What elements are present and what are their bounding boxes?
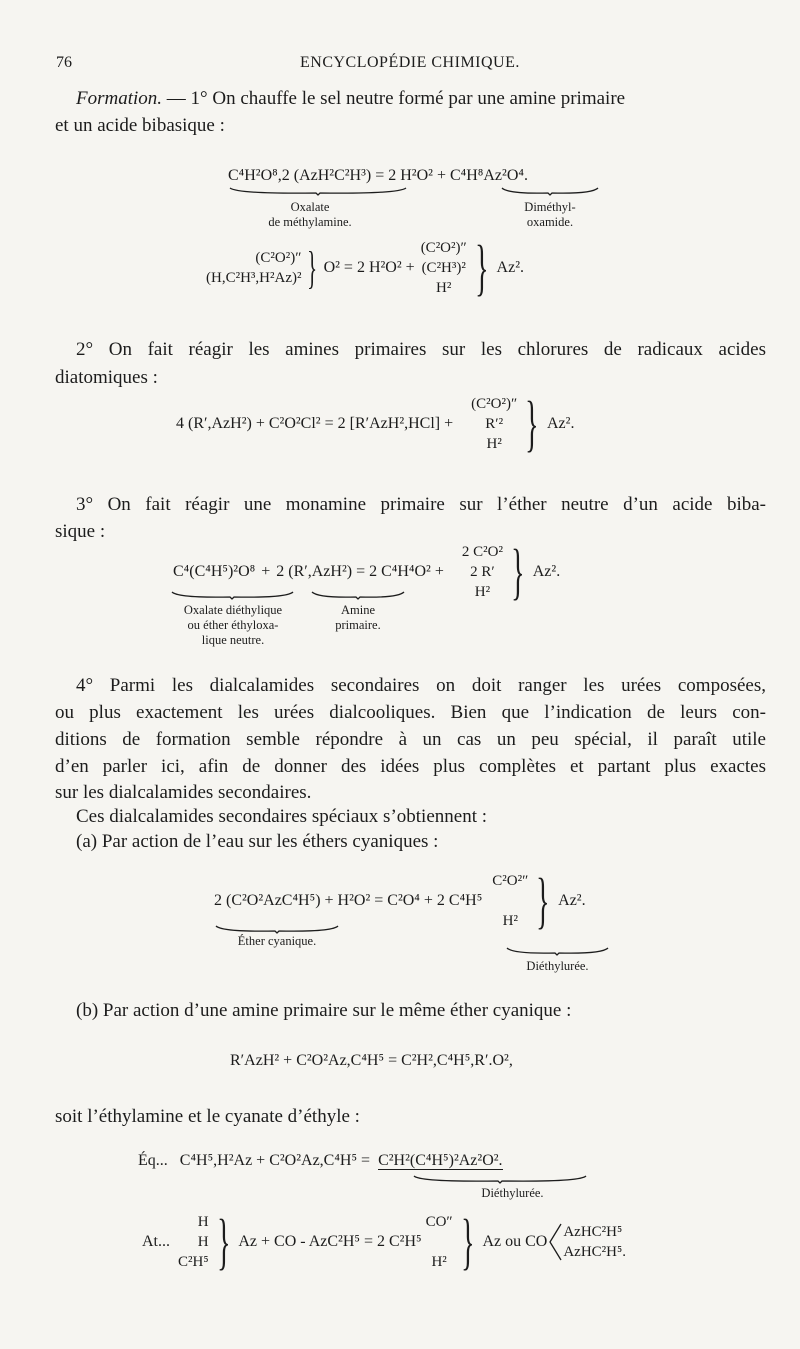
- running-title: ENCYCLOPÉDIE CHIMIQUE.: [300, 54, 520, 71]
- eq8-co-top: AzHC²H⁵: [563, 1224, 623, 1240]
- para-2-line-2: diatomiques :: [55, 367, 158, 388]
- para-4-line-2: ou plus exactement les urées dialcooliques. Bien que l’indication de leurs con-: [55, 702, 766, 723]
- eq5-caption-right: Diéthylurée.: [526, 959, 589, 973]
- para-3-line-2: sique :: [55, 521, 106, 542]
- eq8-left-bot: C²H⁵: [178, 1254, 209, 1270]
- eq7-brace: [412, 1174, 588, 1184]
- eq5-right-bot: H²: [502, 913, 518, 929]
- eq4-amine: 2 (R′,AzH²): [276, 563, 353, 580]
- eq4-brace: }: [511, 538, 525, 606]
- eq4-right-end: Az².: [532, 563, 561, 580]
- eq4-cap-left-3: lique neutre.: [201, 633, 265, 647]
- equation-7: [138, 1152, 503, 1170]
- formation-title: Formation.: [76, 88, 163, 109]
- eq3-right-mid: R′²: [485, 416, 504, 432]
- eq5-right-stack: [492, 871, 528, 931]
- eq4-cap-mid-2: primaire.: [335, 618, 381, 632]
- eq4-brace-left: [170, 590, 295, 600]
- intro-rest: — 1° On chauffe le sel neutre formé par une amine primaire: [162, 88, 626, 109]
- eq8-left-mid: H: [197, 1234, 209, 1250]
- para-4-line-3: ditions de formation semble répondre à un cas un peu spécial, il paraît utile: [55, 729, 766, 750]
- intro-line-1: [76, 86, 766, 112]
- eq7-left: C⁴H⁵,H²Az + C²O²Az,C⁴H⁵ =: [179, 1152, 371, 1169]
- eq3-right-top: (C²O²)″: [471, 396, 518, 412]
- eq4-right-mid: 2 R′: [470, 564, 495, 580]
- eq2-left-top: (C²O²)″: [255, 250, 302, 266]
- para-4-line-4: d’en parler ici, afin de donner des idées plus complètes et partant plus exactes: [55, 756, 766, 777]
- eq8-right-top: CO″: [425, 1214, 453, 1230]
- eq2-brace-2: }: [474, 234, 489, 302]
- para-4-line-6: Ces dialcalamides secondaires spéciaux s’obtiennent :: [76, 806, 488, 827]
- equation-6: R′AzH² + C²O²Az,C⁴H⁵ = C²H²,C⁴H⁵,R′.O²,: [230, 1052, 513, 1069]
- eq4-left: C⁴(C⁴H⁵)²O⁸: [173, 563, 256, 580]
- para-4-line-1: 4° Parmi les dialcalamides secondaires on doit ranger les urées composées,: [76, 675, 766, 696]
- eq7-label: Éq...: [138, 1152, 168, 1169]
- eq8-co-stack: [563, 1222, 626, 1262]
- eq8-left-top: H: [197, 1214, 209, 1230]
- eq8-co-bot: AzHC²H⁵.: [563, 1244, 626, 1260]
- eq1-equals: =: [375, 167, 385, 184]
- eq1-cap-right-2: oxamide.: [526, 215, 574, 229]
- eq7-right: C²H²(C⁴H⁵)²Az²O².: [378, 1152, 503, 1169]
- para-3-line-1: 3° On fait réagir une monamine primaire sur l’éther neutre d’un acide biba-: [76, 494, 766, 515]
- eq8-right-end: Az ou CO: [482, 1233, 548, 1250]
- eq4-caption-left: [168, 603, 298, 648]
- para-b: (b) Par action d’une amine primaire sur le même éther cyanique :: [76, 1000, 572, 1021]
- para-2-line-1: 2° On fait réagir les amines primaires sur les chlorures de radicaux acides: [76, 339, 766, 360]
- eq7-caption: Diéthylurée.: [481, 1186, 544, 1200]
- eq2-brace-1: }: [307, 242, 318, 293]
- eq4-right-top: 2 C²O²: [461, 544, 503, 560]
- equation-8: [142, 1208, 626, 1276]
- eq8-left-stack: [178, 1212, 209, 1272]
- eq1-right: C⁴H⁸Az²O⁴.: [449, 167, 528, 184]
- equation-1: [228, 167, 528, 185]
- eq4-brace-mid: [310, 590, 406, 600]
- eq3-right-end: Az².: [547, 415, 575, 432]
- eq3-brace: }: [525, 390, 539, 458]
- eq8-brace-1: }: [216, 1208, 231, 1276]
- eq8-brace-2: }: [460, 1208, 475, 1276]
- eq8-label: At...: [142, 1233, 170, 1250]
- eq4-cap-mid-1: Amine: [340, 603, 376, 617]
- eq4-caption-mid: [318, 603, 398, 633]
- eq4-cap-left-1: Oxalate diéthylique: [183, 603, 283, 617]
- eq8-right-stack: [426, 1212, 453, 1272]
- eq2-right-bot: H²: [436, 280, 452, 296]
- eq2-right-mid: (C²H³)²: [421, 260, 466, 276]
- eq3-right-stack: [471, 394, 517, 454]
- para-5: soit l’éthylamine et le cyanate d’éthyle :: [55, 1106, 360, 1127]
- eq1-cap-left-2: de méthylamine.: [268, 215, 352, 229]
- eq1-brace-left: [228, 186, 408, 196]
- page-number: 76: [56, 54, 72, 71]
- eq5-right-top: C²O²″: [492, 873, 529, 889]
- equation-5: [214, 867, 586, 935]
- eq5-mid: + H²O² = C²O⁴ + 2 C⁴H⁵: [324, 892, 483, 909]
- para-a: (a) Par action de l’eau sur les éthers cyaniques :: [76, 831, 439, 852]
- eq3-left: 4 (R′,AzH²) + C²O²Cl² = 2 [R′AzH²,HCl] +: [176, 415, 454, 432]
- eq1-caption-right: [495, 200, 605, 230]
- intro-line-2: et un acide bibasique :: [55, 115, 225, 136]
- eq4-right-stack: [462, 542, 503, 602]
- eq1-cap-left-1: Oxalate: [290, 200, 330, 214]
- equation-3: [176, 390, 575, 458]
- eq5-caption-left: Éther cyanique.: [237, 934, 317, 948]
- eq4-plus: +: [261, 563, 271, 580]
- eq5-brace: }: [536, 867, 550, 935]
- eq1-cap-right-1: Diméthyl-: [524, 200, 576, 214]
- eq5-brace-right: [505, 946, 610, 956]
- eq1-left: C⁴H²O⁸,2 (AzH²C²H³): [228, 167, 372, 184]
- eq5-left: 2 (C²O²AzC⁴H⁵): [214, 892, 321, 909]
- eq1-mid: 2 H²O² +: [388, 167, 446, 184]
- eq1-brace-right: [500, 186, 600, 196]
- eq3-right-bot: H²: [486, 436, 502, 452]
- eq4-right-bot: H²: [474, 584, 491, 600]
- eq2-right-end: Az².: [496, 259, 524, 276]
- eq5-brace-left: [214, 924, 340, 934]
- eq2-right-stack: [421, 238, 467, 298]
- eq2-mid: O² = 2 H²O² +: [323, 259, 415, 276]
- eq4-cap-left-2: ou éther éthyloxa-: [187, 618, 279, 632]
- eq1-caption-left: [240, 200, 380, 230]
- eq2-left-stack: [206, 248, 301, 288]
- eq4-mid: = 2 C⁴H⁴O² +: [356, 563, 444, 580]
- eq8-mid: Az + CO - AzC²H⁵ = 2 C²H⁵: [238, 1233, 422, 1250]
- equation-2: [206, 234, 524, 302]
- eq2-left-bot: (H,C²H³,H²Az)²: [206, 270, 302, 286]
- eq5-right-end: Az².: [558, 892, 586, 909]
- eq2-right-top: (C²O²)″: [420, 240, 467, 256]
- para-4-line-5: sur les dialcalamides secondaires.: [55, 782, 312, 803]
- eq8-angle-bracket: [548, 1222, 562, 1262]
- eq8-right-bot: H²: [431, 1254, 447, 1270]
